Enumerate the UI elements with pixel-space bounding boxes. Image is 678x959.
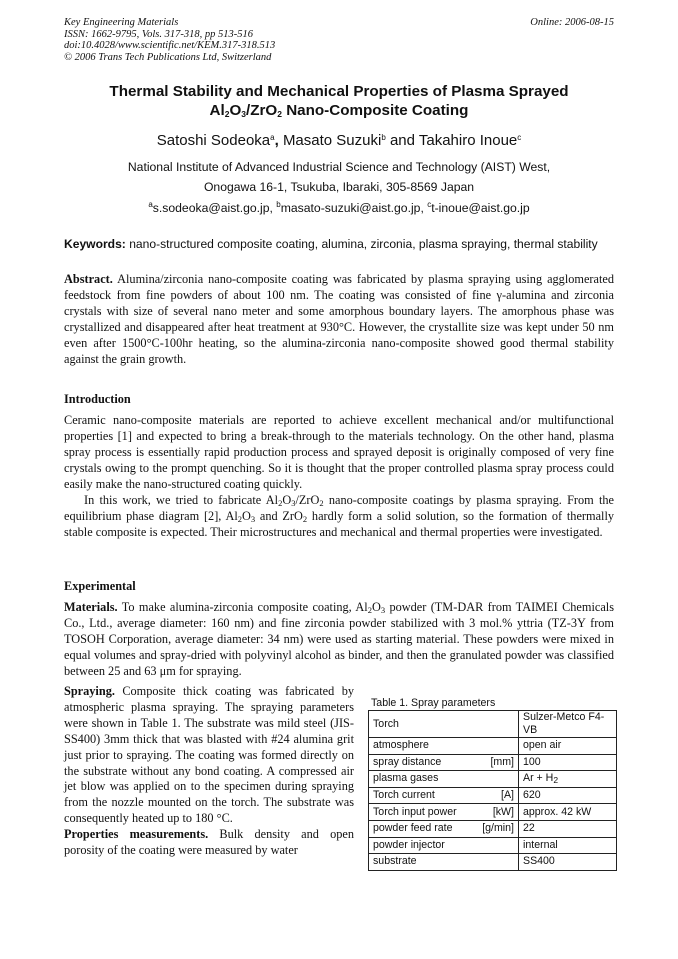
title-line-2: $Al_2O_3/ZrO_2$ Nano-Composite Coating [209, 102, 469, 119]
email-c[interactable]: t-inoue@aist.go.jp [431, 201, 530, 215]
table-cell-value: approx. 42 kW [519, 804, 617, 821]
left-column [64, 684, 354, 859]
table-cell-value: SS400 [519, 854, 617, 871]
spray-parameters-table [368, 710, 617, 871]
copyright-line: © 2006 Trans Tech Publications Ltd, Switzerland [64, 51, 272, 63]
table-cell-param: Torch input power [kW] [369, 804, 519, 821]
table-cell-value: $Ar + H_2$ [519, 771, 617, 788]
author-3: and Takahiro Inoue [385, 132, 518, 149]
keywords-text: nano-structured composite coating, alumina, zirconia, plasma spraying, thermal stability [125, 237, 598, 251]
abstract [64, 272, 614, 367]
properties-label: Properties measurements. [64, 827, 209, 842]
table-row [369, 771, 617, 788]
table-cell-param: powder feed rate [g/min] [369, 820, 519, 837]
introduction-paragraph-1: Ceramic nano-composite materials are reported to achieve excellent mechanical and/or multifunctional properties [1] and expected to bring a break-through to the materials technology. On the other hand, plasma spray process is essentially rapid production process and sprayed deposit is originally composed of very fine crystals owing to the prompt quenching. So it is thought that the proper controlled plasma spray process could easily make the nano-structured coating quickly. [64, 413, 614, 491]
author-emails: $^a$s.sodeoka@aist.go.jp, $^b$masato-suzuki@aist.go.jp, $^c$t-inoue@aist.go.jp [148, 200, 530, 215]
author-1: Satoshi Sodeoka [156, 132, 271, 149]
table-cell-param: Torch [369, 711, 519, 738]
table-cell-param: atmosphere [369, 738, 519, 755]
keywords-label: Keywords: [64, 237, 126, 251]
paper-title [40, 82, 638, 120]
table-cell-param: substrate [369, 854, 519, 871]
author-2: Masato Suzuki [282, 132, 382, 149]
table-row [369, 854, 617, 871]
materials-label: Materials. [64, 600, 118, 614]
table-cell-value: internal [519, 837, 617, 854]
introduction-heading: Introduction [64, 392, 131, 406]
table-cell-value: Sulzer-Metco F4-VB [519, 711, 617, 738]
keywords [64, 237, 624, 251]
email-b[interactable]: masato-suzuki@aist.go.jp, [280, 201, 428, 215]
table-row [369, 787, 617, 804]
author-list: Satoshi Sodeoka$^a$, Masato Suzuki$^b$ and Takahiro Inoue$^c$ [156, 132, 522, 149]
materials-paragraph: Materials. To make alumina-zirconia composite coating, $Al_2O_3$ powder (TM-DAR from TAIMEI Chemicals Co., Ltd., average diameter: 160 nm) and fine zirconia powder stabilized with 3 mol.% yttria (TZ-3Y from TOSOH Corporation, average diameter: 34 nm) were used as starting material. These powders were mixed in equal volumes and spray-dried with polyvinyl alcohol as binder, and then the granulated powder was classified between 25 and 63 μm for spraying. [64, 600, 614, 678]
table-row [369, 837, 617, 854]
spraying-label: Spraying. [64, 684, 115, 698]
table-cell-value: 100 [519, 754, 617, 771]
table-caption: Table 1. Spray parameters [371, 697, 496, 709]
journal-name: Key Engineering Materials [64, 17, 179, 28]
email-a[interactable]: s.sodeoka@aist.go.jp, [152, 201, 277, 215]
table-row [369, 804, 617, 821]
properties-paragraph: Properties measurements. Bulk density and open porosity of the coating were measured by water [64, 827, 354, 858]
table-cell-value: open air [519, 738, 617, 755]
introduction-paragraph-2: In this work, we tried to fabricate $Al_2O_3/ZrO_2$ nano-composite coatings by plasma spraying. From the equilibrium phase diagram [2], $Al_2O_3$ and ZrO$_2$ hardly form a solid solution, so the formation of thermally stable composite is expected. Their microstructures and mechanical and thermal properties were investigated. [64, 493, 615, 539]
affiliation-line-2: Onogawa 16-1, Tsukuba, Ibaraki, 305-8569 Japan [203, 180, 475, 194]
table-row [369, 754, 617, 771]
title-line-1: Thermal Stability and Mechanical Properties of Plasma Sprayed [109, 83, 569, 100]
table-row [369, 738, 617, 755]
table-cell-value: 620 [519, 787, 617, 804]
table-cell-param: Torch current [A] [369, 787, 519, 804]
abstract-text: Alumina/zirconia nano-composite coating was fabricated by plasma spraying using agglomerated feedstock from fine powders of about 100 nm. The coating was consisted of fine γ-alumina and zirconia crystals with size of several nano meter and some amorphous boundary layers. The amorphous phase was crystallized and disappeared after heat treatment at 930°C. However, the crystallite size was kept under 50 nm even after 1500°C-100hr heating, so the alumina-zirconia nano-composite showed good thermal stability against the grain growth. [64, 272, 614, 366]
abstract-label: Abstract. [64, 272, 113, 286]
table-cell-param: spray distance [mm] [369, 754, 519, 771]
online-date: Online: 2006-08-15 [530, 17, 614, 28]
table-row [369, 711, 617, 738]
experimental-heading: Experimental [64, 579, 136, 593]
issn-line: ISSN: 1662-9795, Vols. 317-318, pp 513-516 [64, 28, 253, 40]
spraying-paragraph: Spraying. Composite thick coating was fabricated by atmospheric plasma spraying. The spraying parameters were shown in Table 1. The substrate was mild steel (JIS-SS400) 3mm thick that was blasted with #24 alumina grit just prior to spraying. The coating was formed directly on the substrate without any bond coating. A compressed air jet blow was applied on to the specimen during spraying from the nozzle mounted on the torch. The substrate was consequently heated up to 180 °C. [64, 684, 354, 826]
affiliation-line-1: National Institute of Advanced Industrial Science and Technology (AIST) West, [127, 160, 551, 174]
table-row [369, 820, 617, 837]
table-cell-value: 22 [519, 820, 617, 837]
table-cell-param: plasma gases [369, 771, 519, 788]
doi-line[interactable]: doi:10.4028/www.scientific.net/KEM.317-318.513 [64, 40, 276, 51]
table-cell-param: powder injector [369, 837, 519, 854]
journal-header [64, 17, 275, 63]
